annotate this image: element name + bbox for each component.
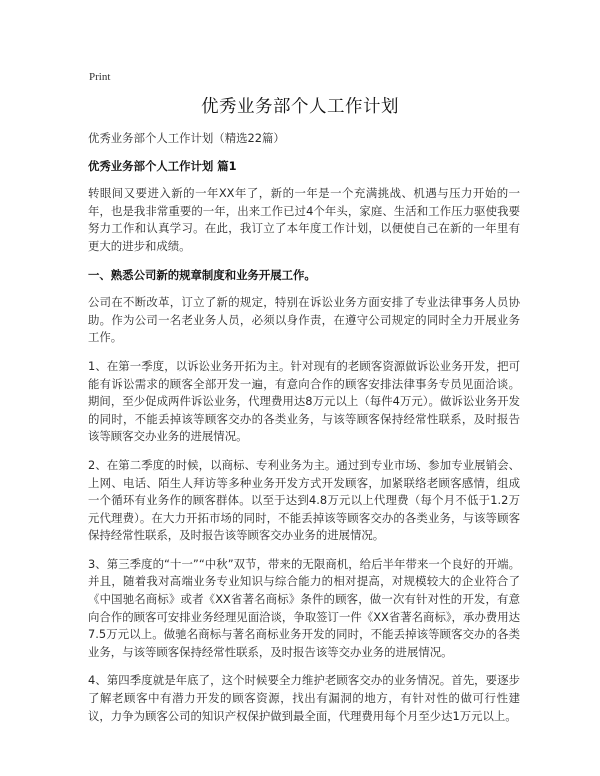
paragraph-q2: 2、在第二季度的时候，以商标、专利业务为主。通过到专业市场、参加专业展销会、上网、电话、陌生人拜访等多种业务开发方式开发顾客，加紧联络老顾客感情，组成一个循环有业务作的顾客群体。以至于达到4.8万元以上代理费（每个月不低于1.2万元代理费）。在大力开拓市场的同时，不能丢掉该等顾客交办的各类业务，与该等顾客保持经常性联系，及时报告该等顾客交办业务的进展情况。 (88, 457, 520, 543)
print-label[interactable]: Print (89, 71, 111, 83)
document-body (88, 130, 520, 736)
heading-1: 一、熟悉公司新的规章制度和业务开展工作。 (88, 267, 316, 282)
document-subtitle: 优秀业务部个人工作计划（精选22篇） (88, 131, 285, 145)
paragraph-q3: 3、第三季度的“十一”“中秋”双节，带来的无限商机，给后半年带来一个良好的开端。并且，随着我对高端业务专业知识与综合能力的相对提高，对规模较大的企业符合了《中国驰名商标》或者《XX省著名商标》条件的顾客，做一次有针对性的开发，有意向合作的顾客可安排业务经理见面洽谈，争取签订一件《XX省著名商标》，承办费用达7.5万元以上。做驰名商标与著名商标业务开发的同时，不能丢掉该等顾客交办的各类业务，与该等顾客保持经常性联系，及时报告该等交办业务的进展情况。 (88, 556, 520, 659)
section-title: 优秀业务部个人工作计划 篇1 (88, 158, 237, 173)
paragraph-q4: 4、第四季度就是年底了，这个时候要全力维护老顾客交办的业务情况。首先，要逐步了解老顾客中有潜力开发的顾客资源，找出有漏洞的地方，有针对性的做可行性建议，力争为顾客公司的知识产权保护做到最全面，代理费用每个月至少达1万元以上。 (88, 673, 520, 723)
paragraph-company: 公司在不断改革，订立了新的规定，特别在诉讼业务方面安排了专业法律事务人员协助。作为公司一名老业务人员，必须以身作责，在遵守公司规定的同时全力开展业务工作。 (88, 295, 520, 345)
paragraph-q1: 1、在第一季度，以诉讼业务开拓为主。针对现有的老顾客资源做诉讼业务开发，把可能有诉讼需求的顾客全部开发一遍，有意向合作的顾客安排法律事务专员见面洽谈。期间，至少促成两件诉讼业务，代理费用达8万元以上（每件4万元）。做诉讼业务开发的同时，不能丢掉该等顾客交办的各类业务，与该等顾客保持经常性联系，及时报告该等顾客交办业务的进展情况。 (88, 358, 520, 444)
document-title: 优秀业务部个人工作计划 (201, 97, 399, 117)
paragraph-intro: 转眼间又要进入新的一年XX年了，新的一年是一个充满挑战、机遇与压力开始的一年，也是我非常重要的一年，出来工作已过4个年头，家庭、生活和工作压力驱使我要努力工作和认真学习。在此，我订立了本年度工作计划，以便使自己在新的一年里有更大的进步和成绩。 (88, 186, 520, 253)
